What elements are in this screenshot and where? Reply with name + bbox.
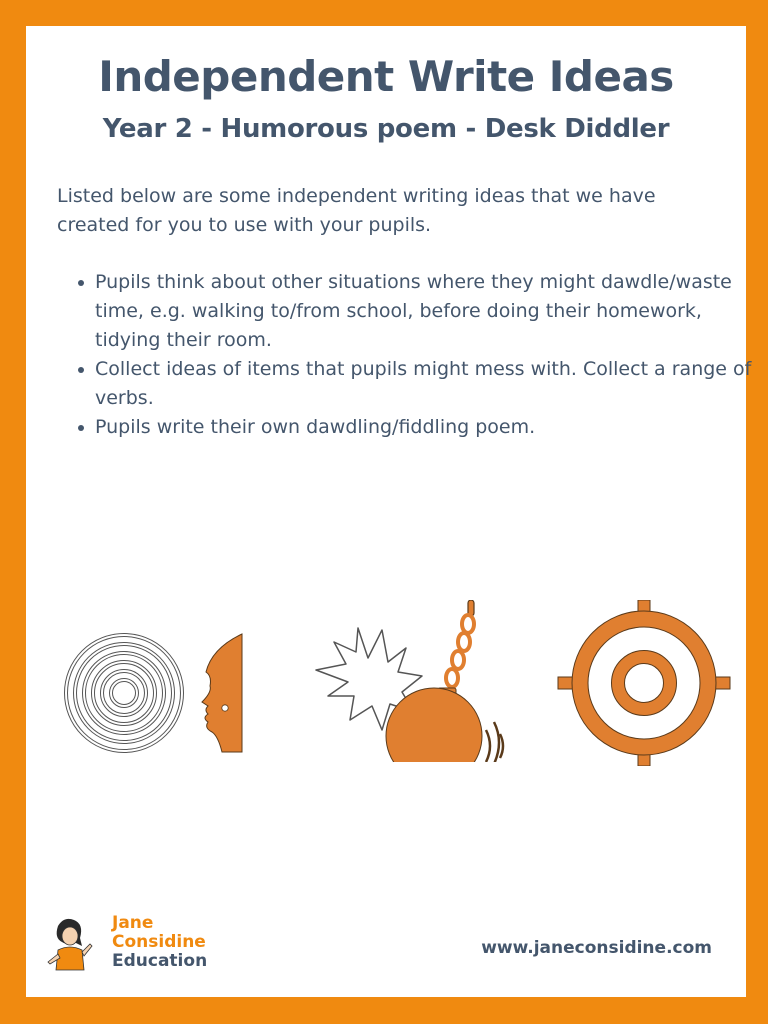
list-item: Pupils think about other situations where they might dawdle/waste time, e.g. walking to/from school, before doing their homework, tidying their room. bbox=[95, 268, 755, 355]
list-item: Collect ideas of items that pupils might mess with. Collect a range of verbs. bbox=[95, 355, 755, 413]
list-item: Pupils write their own dawdling/fiddling poem. bbox=[95, 413, 755, 442]
logo-wordmark bbox=[112, 914, 207, 971]
logo-line-considine: Considine bbox=[112, 932, 206, 952]
page-title: Independent Write Ideas bbox=[98, 52, 674, 101]
ideas-list bbox=[57, 268, 755, 442]
teacher-avatar-icon bbox=[44, 916, 96, 972]
spiral-head-icon bbox=[62, 628, 252, 758]
intro-paragraph: Listed below are some independent writing ideas that we have created for you to use with your pupils. bbox=[57, 185, 656, 236]
worksheet-page bbox=[26, 26, 752, 997]
wrecking-ball-icon bbox=[310, 600, 510, 762]
target-icon bbox=[556, 600, 732, 766]
brand-logo bbox=[44, 914, 234, 974]
logo-line-education: Education bbox=[112, 951, 208, 971]
website-link[interactable]: www.janeconsidine.com bbox=[481, 938, 712, 958]
page-subtitle: Year 2 - Humorous poem - Desk Diddler bbox=[102, 114, 670, 144]
logo-line-jane: Jane bbox=[112, 913, 154, 933]
